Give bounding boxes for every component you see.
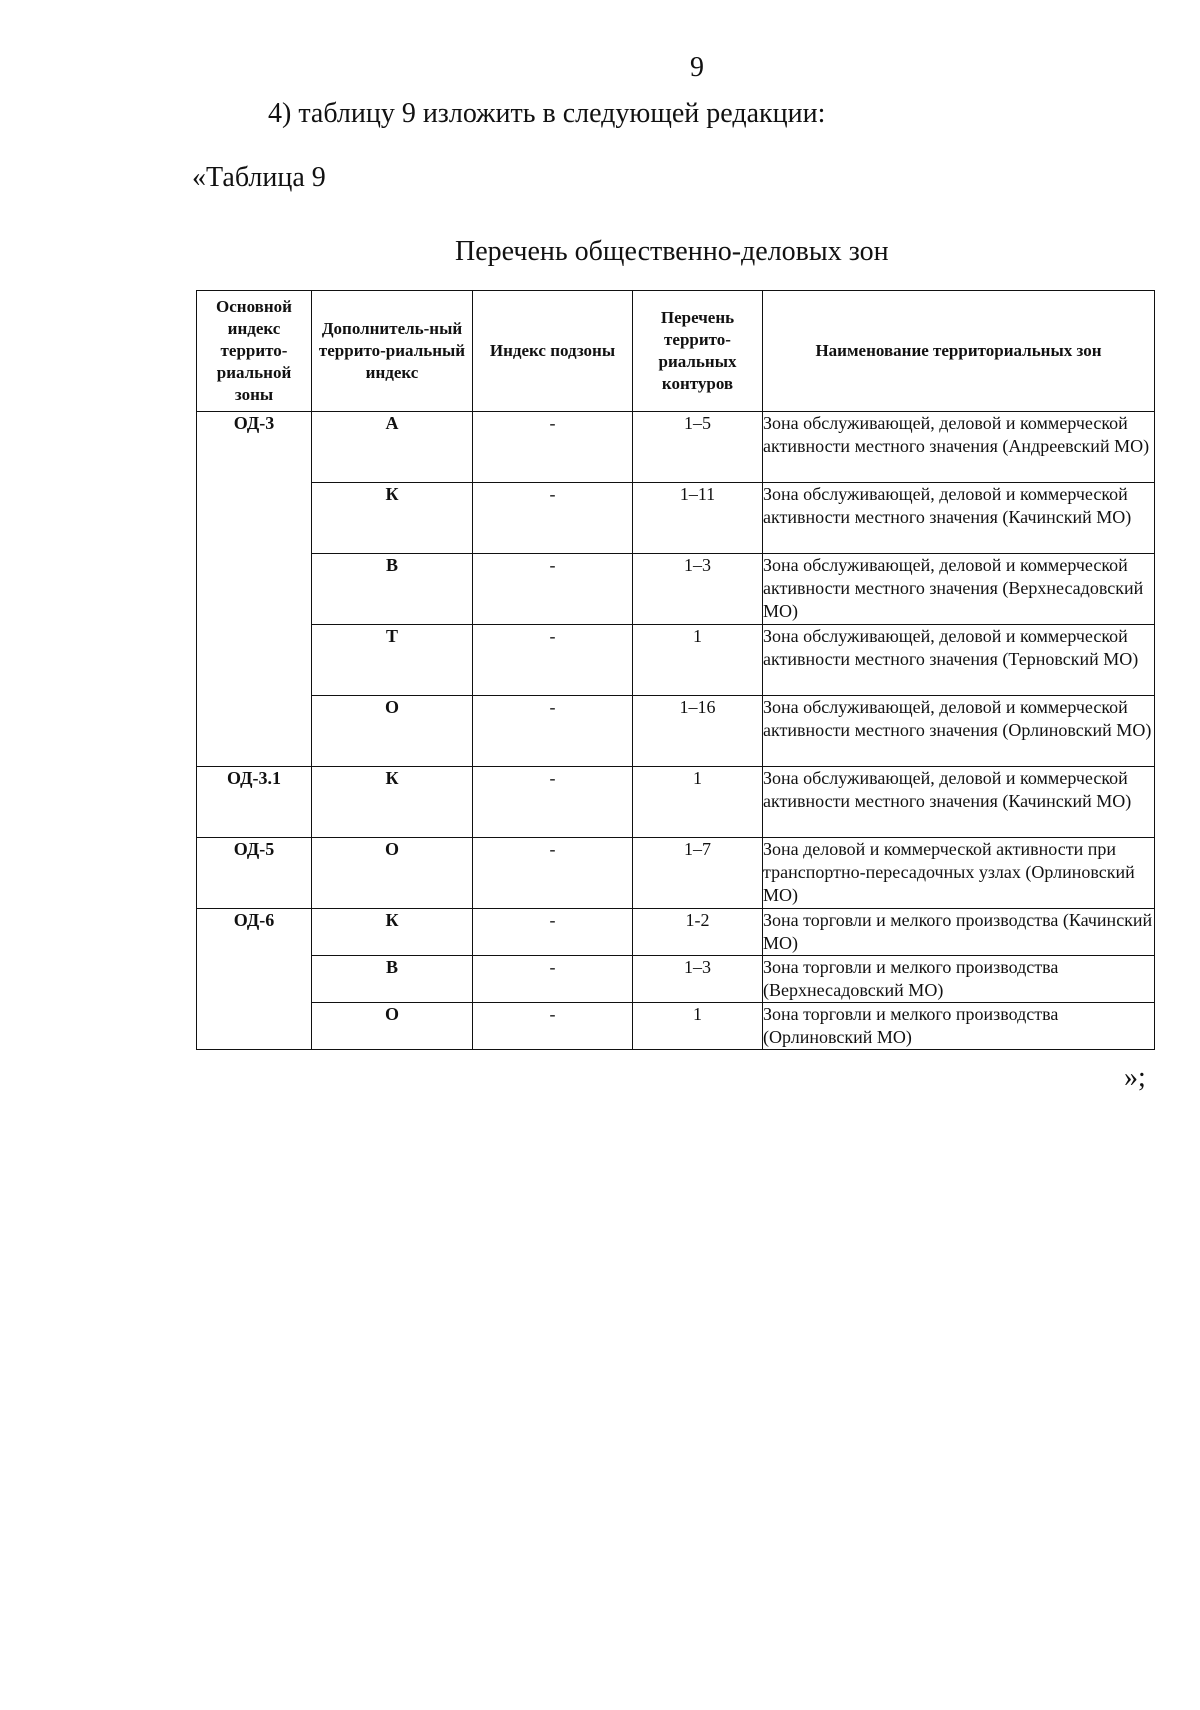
subzone-index-cell: - [473,483,633,554]
zone-name-cell: Зона обслуживающей, деловой и коммерческой активности местного значения (Терновский МО) [763,625,1155,696]
table-row [197,483,1155,554]
additional-index-cell: О [312,1003,473,1050]
main-index-cell: ОД-5 [197,838,312,909]
zones-table [196,290,1155,1050]
subzone-index-cell: - [473,1003,633,1050]
subzone-index-cell: - [473,838,633,909]
contours-cell: 1–16 [633,696,763,767]
contours-cell: 1-2 [633,909,763,956]
zone-name-cell: Зона торговли и мелкого производства (Орлиновский МО) [763,1003,1155,1050]
contours-cell: 1 [633,767,763,838]
contours-cell: 1–7 [633,838,763,909]
contours-cell: 1–5 [633,412,763,483]
additional-index-cell: К [312,483,473,554]
contours-cell: 1–11 [633,483,763,554]
table-row [197,625,1155,696]
amendment-text: 4) таблицу 9 изложить в следующей редакции: [268,98,826,129]
table-row [197,554,1155,625]
closing-quote: »; [1124,1062,1146,1093]
table-row [197,838,1155,909]
header-subzone-index: Индекс подзоны [473,291,633,412]
table-header-row [197,291,1155,412]
table-row [197,412,1155,483]
main-index-cell: ОД-3.1 [197,767,312,838]
additional-index-cell: К [312,767,473,838]
zone-name-cell: Зона деловой и коммерческой активности при транспортно-пересадочных узлах (Орлиновский МО) [763,838,1155,909]
zone-name-cell: Зона обслуживающей, деловой и коммерческой активности местного значения (Качинский МО) [763,767,1155,838]
subzone-index-cell: - [473,554,633,625]
zone-name-cell: Зона торговли и мелкого производства (Верхнесадовский МО) [763,956,1155,1003]
subzone-index-cell: - [473,767,633,838]
contours-cell: 1–3 [633,956,763,1003]
table-row [197,767,1155,838]
header-additional-index: Дополнитель-ный террито-риальный индекс [312,291,473,412]
table-row [197,1003,1155,1050]
zone-name-cell: Зона обслуживающей, деловой и коммерческой активности местного значения (Верхнесадовский МО) [763,554,1155,625]
subzone-index-cell: - [473,956,633,1003]
table-label: «Таблица 9 [192,162,326,193]
subzone-index-cell: - [473,625,633,696]
zone-name-cell: Зона обслуживающей, деловой и коммерческой активности местного значения (Андреевский МО) [763,412,1155,483]
additional-index-cell: О [312,838,473,909]
additional-index-cell: Т [312,625,473,696]
additional-index-cell: В [312,956,473,1003]
zone-name-cell: Зона обслуживающей, деловой и коммерческой активности местного значения (Качинский МО) [763,483,1155,554]
subzone-index-cell: - [473,412,633,483]
table-row [197,909,1155,956]
main-index-cell: ОД-6 [197,909,312,1050]
header-zone-name: Наименование территориальных зон [763,291,1155,412]
contours-cell: 1 [633,1003,763,1050]
page-number: 9 [690,52,704,83]
subzone-index-cell: - [473,909,633,956]
additional-index-cell: А [312,412,473,483]
table-title: Перечень общественно-деловых зон [455,236,889,267]
zone-name-cell: Зона обслуживающей, деловой и коммерческой активности местного значения (Орлиновский МО) [763,696,1155,767]
additional-index-cell: В [312,554,473,625]
main-index-cell: ОД-3 [197,412,312,767]
contours-cell: 1 [633,625,763,696]
table-row [197,956,1155,1003]
additional-index-cell: К [312,909,473,956]
contours-cell: 1–3 [633,554,763,625]
additional-index-cell: О [312,696,473,767]
subzone-index-cell: - [473,696,633,767]
header-main-index: Основной индекс террито-риальной зоны [197,291,312,412]
table-row [197,696,1155,767]
zone-name-cell: Зона торговли и мелкого производства (Качинский МО) [763,909,1155,956]
header-contours: Перечень террито-риальных контуров [633,291,763,412]
